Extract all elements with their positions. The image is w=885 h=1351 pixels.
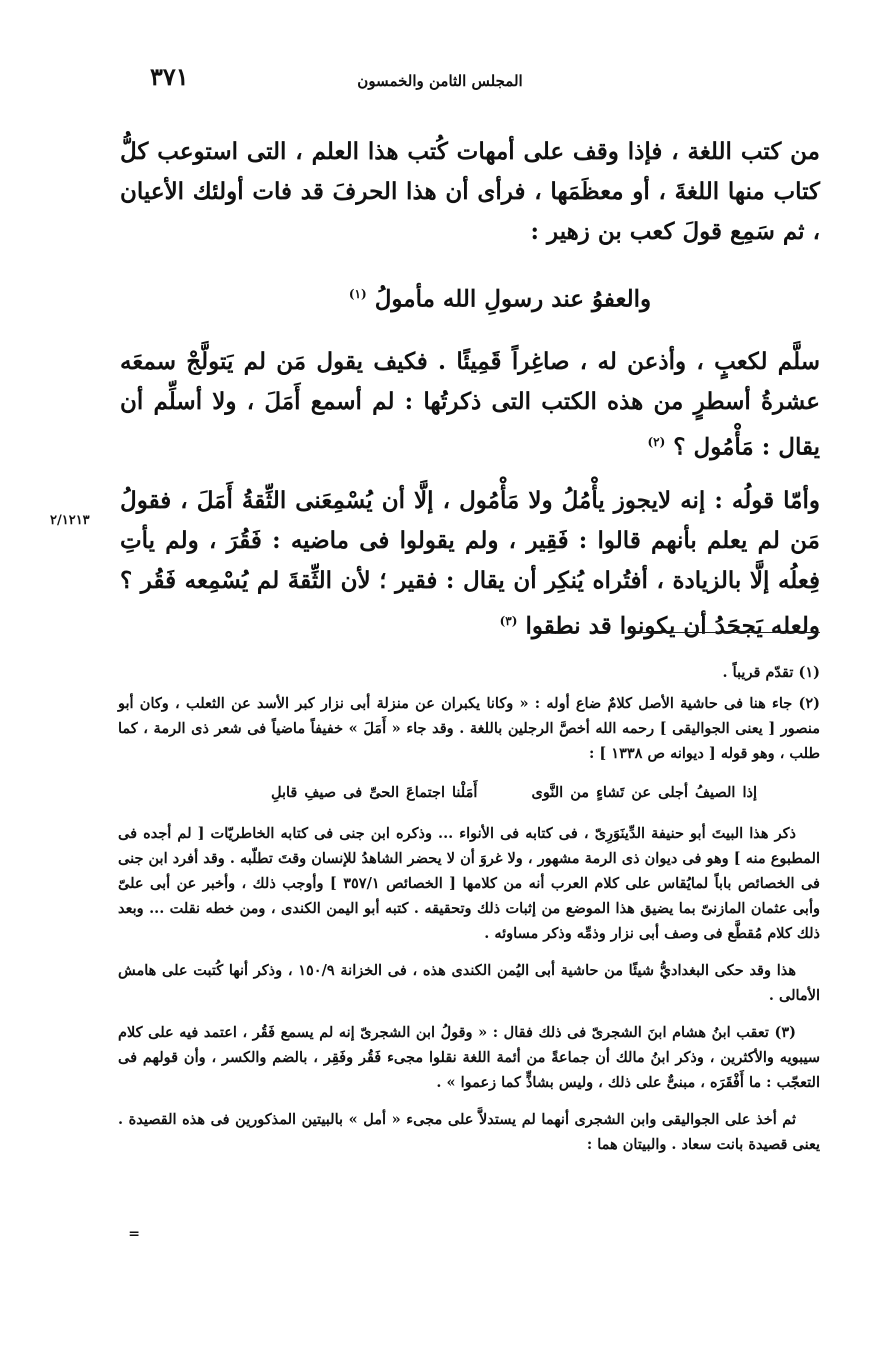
footnote-2-addendum: هذا وقد حكى البغداديُّ شيئًا من حاشية أبى اليُمن الكندى هذه ، فى الخزانة ١٥٠/٩ ، وذكر أنها كُتبت على هامش الأمالى . xyxy=(118,962,820,1004)
paragraph-1: من كتب اللغة ، فإذا وقف على أمهات كُتب هذا العلم ، التى استوعب كلُّ كتاب منها اللغةَ ، أو معظَمَها ، فرأى أن هذا الحرفَ قد فات أولئك الأعيان ، ثم سَمِع قولَ كعب بن زهير : xyxy=(120,138,820,245)
footnote-2-body: ذكر هذا البيتَ أبو حنيفة الدِّينَوَرِىّ ، فى كتابه فى الأنواء ... وذكره ابن جنى فى كتابه الخاطريّات [ لم أجده فى المطبوع منه ] وهو فى ديوان ذى الرمة مشهور ، ولا غروَ أن لا يحضر الشاهدُ للإنسان وقتَ تطلّبه . وقد أفرد ابن جنى فى الخصائص باباً لمايُقاس على كلام العرب أنه من كلامها [ الخصائص ٣٥٧/١ ] وأوجب ذلك ، وأخبر عن أبى علىّ وأبى عثمان المازنىّ بما يضيق هذا الموضع من إثبات ذلك وتحقيقه . كتبه أبو اليمن الكندى ، ومن خطه نقلت ... وبعد ذلك كلام مُقطَّع فى وصف أبى نزار وذمِّه وذكر مساوئه . xyxy=(118,825,820,942)
footnote-marker-2: (٢) xyxy=(647,434,666,449)
paragraph-3-text: وأمّا قولُه : إنه لايجوز يأْمُلُ ولا مَأْمُول ، إلَّا أن يُسْمِعَنى الثِّقةُ أَمَلَ ، فقولُ مَن لم يعلم بأنهم قالوا : فَقِير ، ولم يقولوا فى ماضيه : فَقُرَ ، ولم يأتِ فِعلُه إلَّا بالزيادة ، أفتُراه يُنكِر أن يقال : فقير ؛ لأن الثِّقةَ لم يُسْمِعه فَقُر ؟ ولعله يَجحَدُ أن يكونوا قد نطقوا xyxy=(120,487,820,640)
footnote-divider xyxy=(628,632,820,633)
footnote-2-verse xyxy=(118,780,820,805)
footnote-marker-3: (٣) xyxy=(499,614,518,629)
paragraph-2-text: سلَّم لكعبٍ ، وأذعن له ، صاغِراً قَمِيئًا . فكيف يقول مَن لم يَتولَّجْ سمعَه عشرةُ أسطرٍ من هذه الكتب التى ذكرتُها : لم أسمع أَمَلَ ، ولا أسلِّم أن يقال : مَأْمُول ؟ xyxy=(120,347,820,461)
margin-reference: ٢/١٢١٣ xyxy=(50,513,90,528)
footnotes-section xyxy=(118,660,820,1157)
footnote-3-intro: (٣) تعقب ابنُ هشام ابنَ الشجرىّ فى ذلك فقال : « وقولُ ابن الشجرىّ إنه لم يسمع فَقُر ، اعتمد فيه على كلام سيبويه والأكثرين ، وذكر ابنُ مالك أن جماعةً من أئمة اللغة نقلوا مجىء فَقُر وفَقِر ، بالضم والكسر ، وأن قولهم فى التعجّب : ما أَفْقَرَه ، مبنىٌّ على ذلك ، وليس بشاذٍّ كما زعموا » . xyxy=(118,1024,820,1091)
quoted-verse xyxy=(120,274,820,320)
verse-hemistich-right: إذا الصيفُ أجلى عن تَشاءٍ من النَّوى xyxy=(531,784,757,801)
footnote-1: (١) تقدّم قريباً . xyxy=(722,664,820,681)
main-text xyxy=(120,132,820,647)
footnote-3-body: ثم أخذ على الجواليقى وابن الشجرى أنهما لم يستدلاَّ على مجىء « أمل » بالبيتين المذكورين فى هذه القصيدة . يعنى قصيدة بانت سعاد . والبيتان هما : xyxy=(118,1111,820,1153)
running-title: المجلس الثامن والخمسون xyxy=(357,72,523,90)
footnote-2-intro: (٢) جاء هنا فى حاشية الأصل كلامٌ ضاع أوله : « وكانا يكبران عن منزلة أبى نزار كبر الأسد عن الثعلب ، وكان أبو منصور [ يعنى الجواليقى ] رحمه الله أخصَّ الرجلين باللغة . وقد جاء « أَمَلَ » خفيفاً ماضياً فى شعر ذى الرمة ، كما طلب ، وهو قوله [ ديوانه ص ١٣٣٨ ] : xyxy=(118,695,820,762)
continuation-mark: = xyxy=(128,1226,140,1242)
verse-hemistich-left: أَمَلْنا اجتماعَ الحىِّ فى صيفِ قابلِ xyxy=(270,784,478,801)
page-number: ٣٧١ xyxy=(150,62,189,91)
footnote-marker-1: (١) xyxy=(348,287,367,301)
paragraph-3 xyxy=(120,481,820,647)
verse-text: والعفوُ عند رسولِ الله مأمولُ xyxy=(374,285,652,313)
paragraph-2 xyxy=(120,342,820,468)
